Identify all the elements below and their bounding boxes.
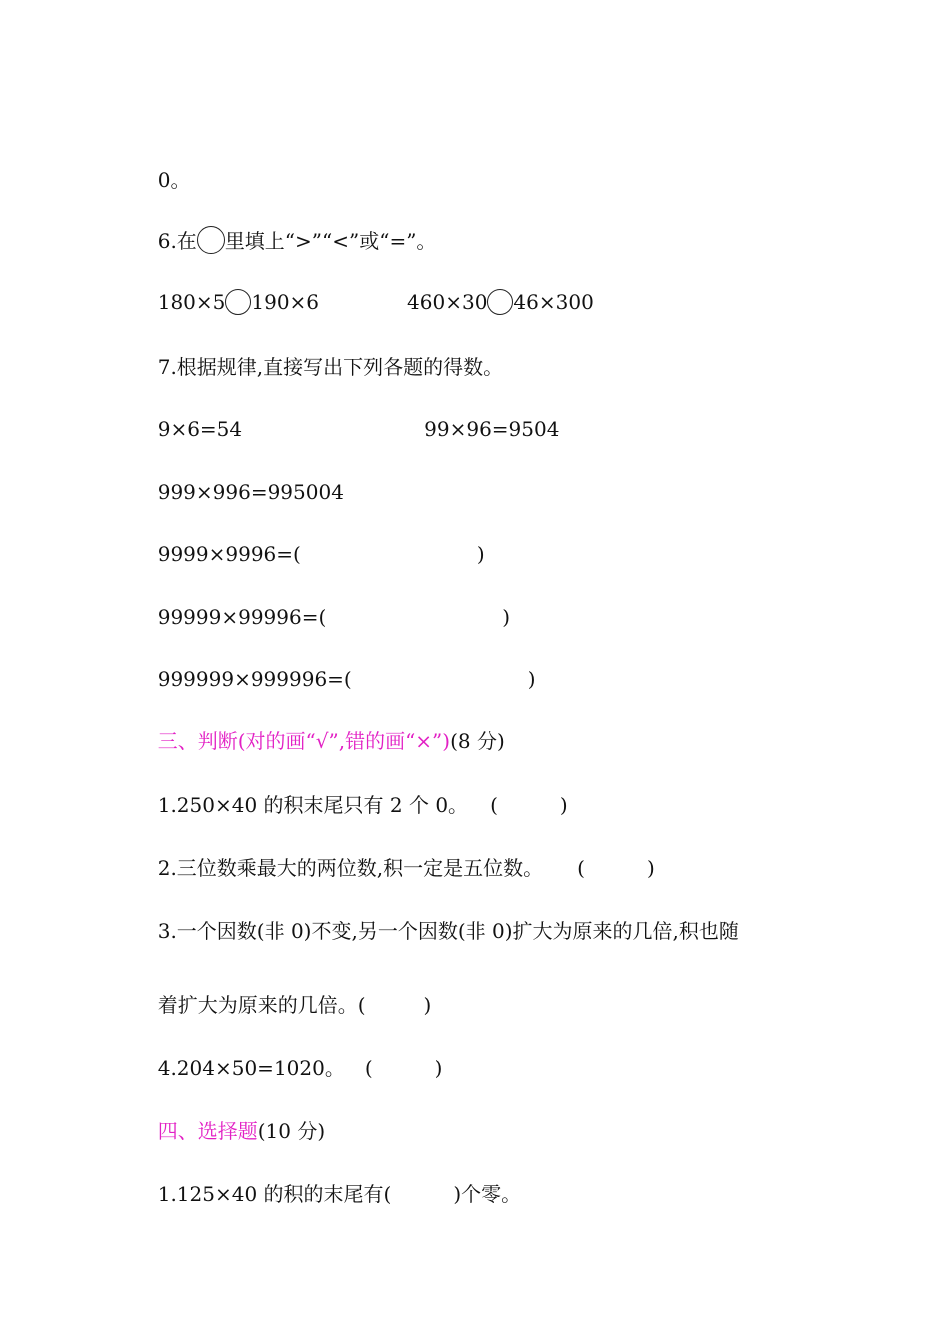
compare-circle-icon [197,226,225,254]
section-3-question-1: 1.250×40 的积末尾只有 2 个 0。 ( ) [157,793,568,817]
question-7-blank-3: 999999×999996=( ) [157,667,536,691]
section-3-heading: 三、判断(对的画“√”,错的画“×”)(8 分) [157,729,505,753]
compare-circle-answer-1[interactable] [225,289,251,315]
section-3-question-3-line-1: 3.一个因数(非 0)不变,另一个因数(非 0)扩大为原来的几倍,积也随 [157,919,739,943]
section-4-heading: 四、选择题(10 分) [157,1119,326,1143]
section-3-question-4: 4.204×50=1020。 ( ) [157,1056,443,1080]
section-4-question-1: 1.125×40 的积的末尾有( )个零。 [157,1182,522,1206]
question-7-blank-1: 9999×9996=( ) [157,542,485,566]
section-3-question-2: 2.三位数乘最大的两位数,积一定是五位数。 ( ) [157,856,655,880]
section-3-question-3-line-2: 着扩大为原来的几倍。( ) [157,993,432,1017]
question-7-title: 7.根据规律,直接写出下列各题的得数。 [157,355,504,379]
compare-circle-answer-2[interactable] [487,289,513,315]
question-6-title: 6.在 里填上“>”“<”或“=”。 [145,198,436,255]
question-6-expressions: 180×5 190×6 460×30 46×300 [157,290,594,314]
question-7-example-3: 999×996=995004 [157,480,344,504]
continuation-text: 0。 [157,168,191,192]
question-7-blank-2: 99999×99996=( ) [157,605,511,629]
question-7-example-row: 9×6=54 99×96=9504 [157,417,560,441]
